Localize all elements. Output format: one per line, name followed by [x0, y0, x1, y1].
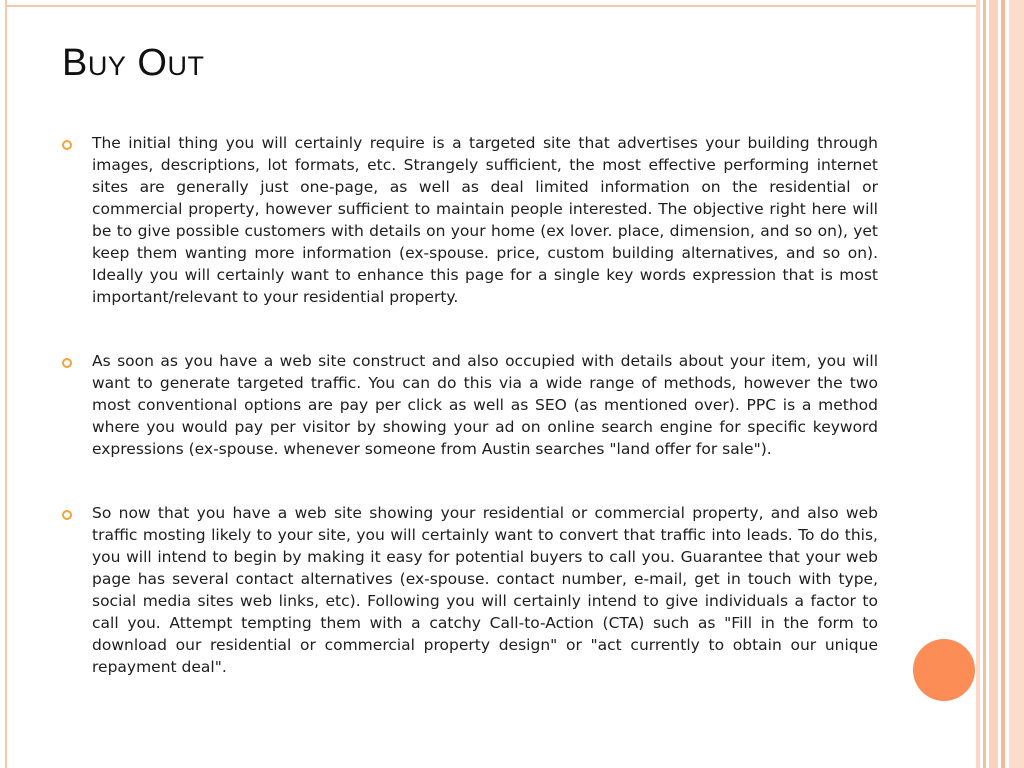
frame-top-line	[5, 5, 977, 7]
side-stripes-decoration	[976, 0, 1024, 768]
stripe	[1001, 0, 1005, 768]
bullet-text: The initial thing you will certainly require is a targeted site that advertises your building through images, descriptions, lot formats, etc. Strangely sufficient, the most effective performing internet sites are generally just one-page, as well as deal limited information on the residential or commercial property, however sufficient to maintain people interested. The objective right here will be to give possible customers with details on your home (ex lover. place, dimension, and so on), yet keep them wanting more information (ex-spouse. price, custom building alternatives, and so on). Ideally you will certainly want to enhance this page for a single key words expression that is most important/relevant to your residential property.	[92, 134, 878, 306]
stripe	[976, 0, 980, 768]
decorative-circle	[913, 639, 975, 701]
frame-left-line	[5, 0, 7, 768]
bullet-text: As soon as you have a web site construct and also occupied with details about your item, you will want to generate targeted traffic. You can do this via a wide range of methods, however the two most conventional options are pay per click as well as SEO (as mentioned over). PPC is a method where you would pay per visitor by showing your ad on online search engine for specific keyword expressions (ex-spouse. whenever someone from Austin searches "land offer for sale").	[92, 352, 878, 458]
slide-title: Buy Out	[62, 42, 205, 84]
bullet-circle-icon	[62, 510, 72, 520]
stripe	[989, 0, 998, 768]
bullet-list	[62, 132, 878, 720]
stripe	[1009, 0, 1024, 768]
bullet-item	[62, 350, 878, 460]
stripe	[983, 0, 986, 768]
bullet-circle-icon	[62, 140, 72, 150]
bullet-item	[62, 502, 878, 678]
bullet-circle-icon	[62, 358, 72, 368]
bullet-text: So now that you have a web site showing your residential or commercial property, and also web traffic mosting likely to your site, you will certainly want to convert that traffic into leads. To do this, you will intend to begin by making it easy for potential buyers to call you. Guarantee that your web page has several contact alternatives (ex-spouse. contact number, e-mail, get in touch with type, social media sites web links, etc). Following you will certainly intend to give individuals a factor to call you. Attempt tempting them with a catchy Call-to-Action (CTA) such as "Fill in the form to download our residential or commercial property design" or "act currently to obtain our unique repayment deal".	[92, 504, 878, 676]
bullet-item	[62, 132, 878, 308]
